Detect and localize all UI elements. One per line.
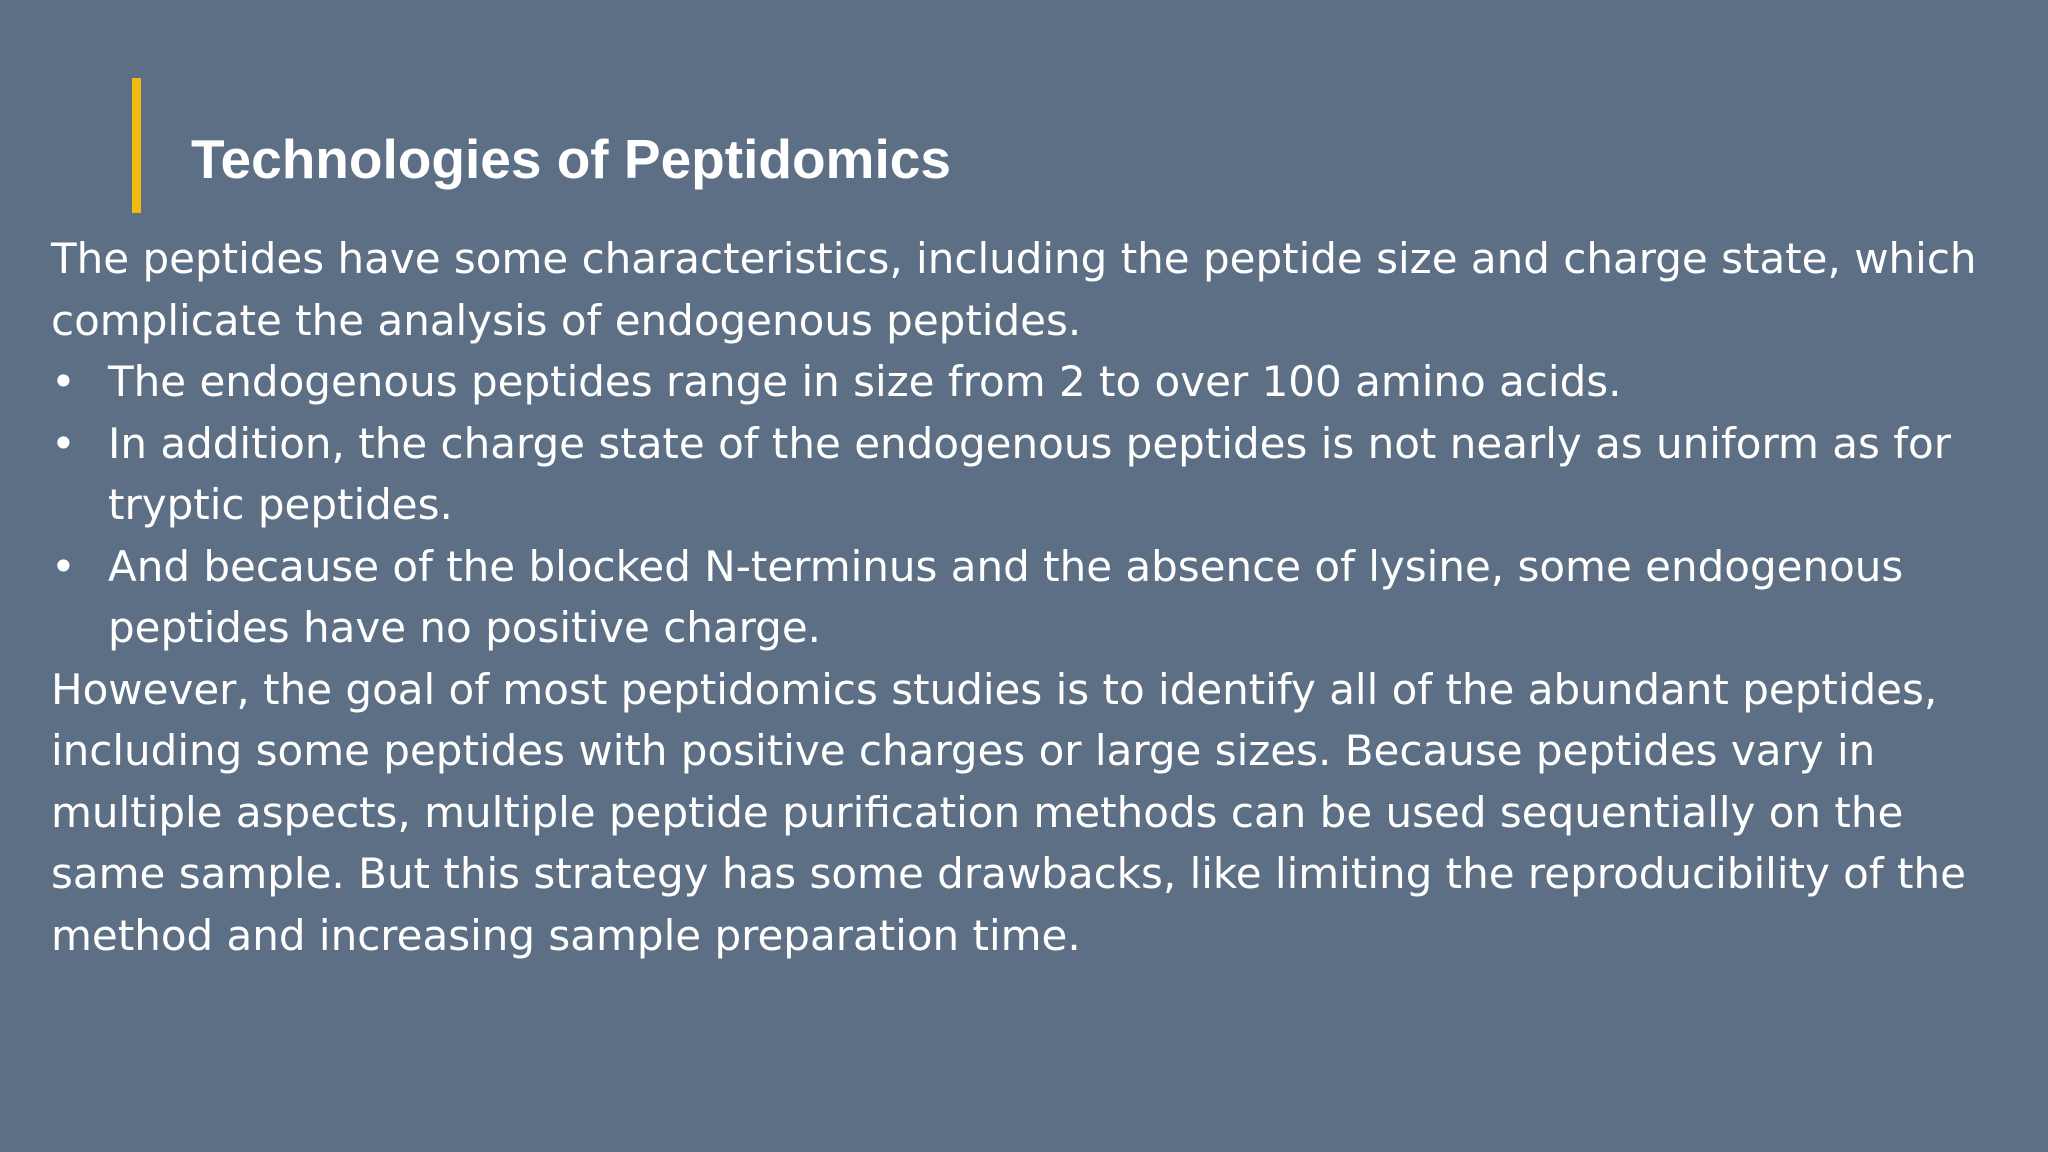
conclusion-paragraph: However, the goal of most peptidomics studies is to identify all of the abundant peptides, including some peptides with positive charges or large sizes. Because peptides vary in multiple aspects, multiple peptide purification methods can be used sequentially on the same sample. But this strategy has some drawbacks, like limiting the reproducibility of the method and increasing sample preparation time. — [51, 664, 1966, 960]
slide-title: Technologies of Peptidomics — [191, 128, 951, 190]
bullet-dot-icon: • — [51, 357, 76, 406]
bullet-dot-icon: • — [51, 418, 76, 468]
bullet-dot-icon: • — [51, 541, 76, 591]
bullet-item — [51, 351, 2021, 413]
slide-body — [51, 228, 2021, 966]
bullet-text: The endogenous peptides range in size from 2 to over 100 amino acids. — [108, 357, 1622, 406]
intro-paragraph: The peptides have some characteristics, including the peptide size and charge state, which complicate the analysis of endogenous peptides. — [51, 234, 1977, 345]
bullet-text: In addition, the charge state of the endogenous peptides is not nearly as uniform as for tryptic peptides. — [108, 418, 1951, 529]
bullet-item — [51, 413, 2021, 536]
title-accent-bar — [132, 78, 141, 213]
bullet-text: And because of the blocked N-terminus and the absence of lysine, some endogenous peptides have no positive charge. — [108, 541, 1904, 652]
bullet-list — [51, 351, 2021, 659]
bullet-item — [51, 536, 2021, 659]
